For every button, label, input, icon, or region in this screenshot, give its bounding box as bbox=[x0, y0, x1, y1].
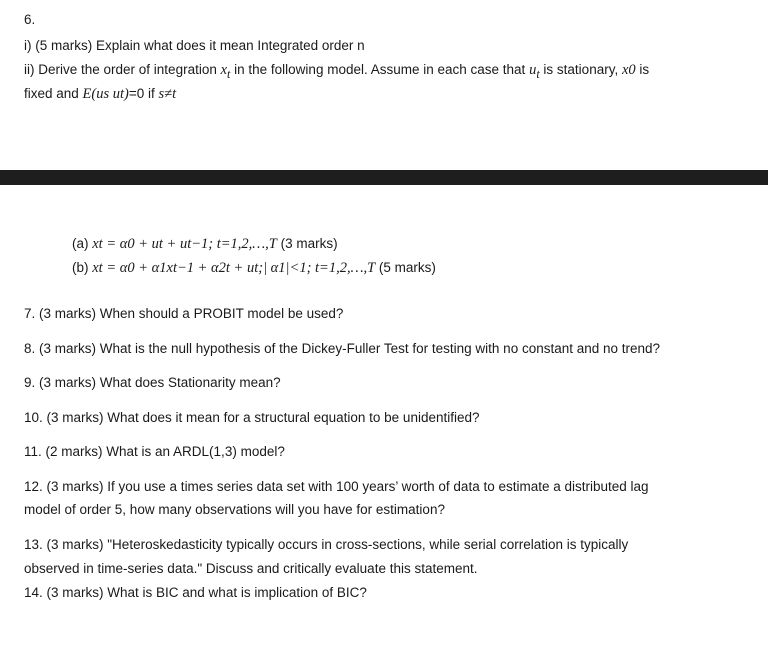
question-11: 11. (2 marks) What is an ARDL(1,3) model? bbox=[24, 444, 285, 459]
equation-marks: (3 marks) bbox=[276, 236, 338, 251]
question-13-line1: 13. (3 marks) "Heteroskedasticity typically occurs in cross-sections, while serial correlation is typically bbox=[24, 537, 629, 552]
equation-label: (b) bbox=[72, 260, 93, 275]
question-6-number: 6. bbox=[24, 12, 36, 27]
question-6-part-ii-line2 bbox=[24, 86, 176, 103]
math-var: x0 bbox=[621, 62, 636, 78]
question-12-line2: model of order 5, how many observations will you have for estimation? bbox=[24, 502, 445, 517]
equation-expression: xt = α0 + ut + ut−1; t=1,2,…,T bbox=[92, 236, 277, 252]
text: is bbox=[635, 62, 650, 77]
math-expr: s≠t bbox=[158, 86, 177, 102]
text: =0 if bbox=[128, 86, 159, 101]
question-7: 7. (3 marks) When should a PROBIT model be used? bbox=[24, 306, 344, 321]
question-8: 8. (3 marks) What is the null hypothesis of the Dickey-Fuller Test for testing with no constant and no trend? bbox=[24, 341, 661, 356]
separator-bar bbox=[0, 170, 768, 185]
text: is stationary, bbox=[539, 62, 622, 77]
text: ii) Derive the order of integration bbox=[24, 62, 221, 77]
question-6-part-i: i) (5 marks) Explain what does it mean Integrated order n bbox=[24, 38, 365, 53]
math-var: $x_t$ bbox=[220, 62, 231, 81]
question-13-line2: observed in time-series data." Discuss and critically evaluate this statement. bbox=[24, 561, 478, 576]
question-9: 9. (3 marks) What does Stationarity mean? bbox=[24, 375, 281, 390]
question-6-part-ii-line1 bbox=[24, 62, 649, 82]
equation-label: (a) bbox=[72, 236, 93, 251]
math-var: $u_t$ bbox=[529, 62, 540, 81]
equation-a bbox=[72, 236, 338, 253]
equation-b bbox=[72, 260, 436, 277]
question-12-line1: 12. (3 marks) If you use a times series data set with 100 years’ worth of data to estimate a distributed lag bbox=[24, 479, 649, 494]
text: fixed and bbox=[24, 86, 83, 101]
math-expr: E(us ut) bbox=[82, 86, 129, 102]
equation-expression: xt = α0 + α1xt−1 + α2t + ut;| α1|<1; t=1,2,…,T bbox=[92, 260, 376, 276]
equation-marks: (5 marks) bbox=[375, 260, 436, 275]
question-10: 10. (3 marks) What does it mean for a structural equation to be unidentified? bbox=[24, 410, 480, 425]
text: in the following model. Assume in each case that bbox=[230, 62, 530, 77]
question-14: 14. (3 marks) What is BIC and what is implication of BIC? bbox=[24, 585, 367, 600]
